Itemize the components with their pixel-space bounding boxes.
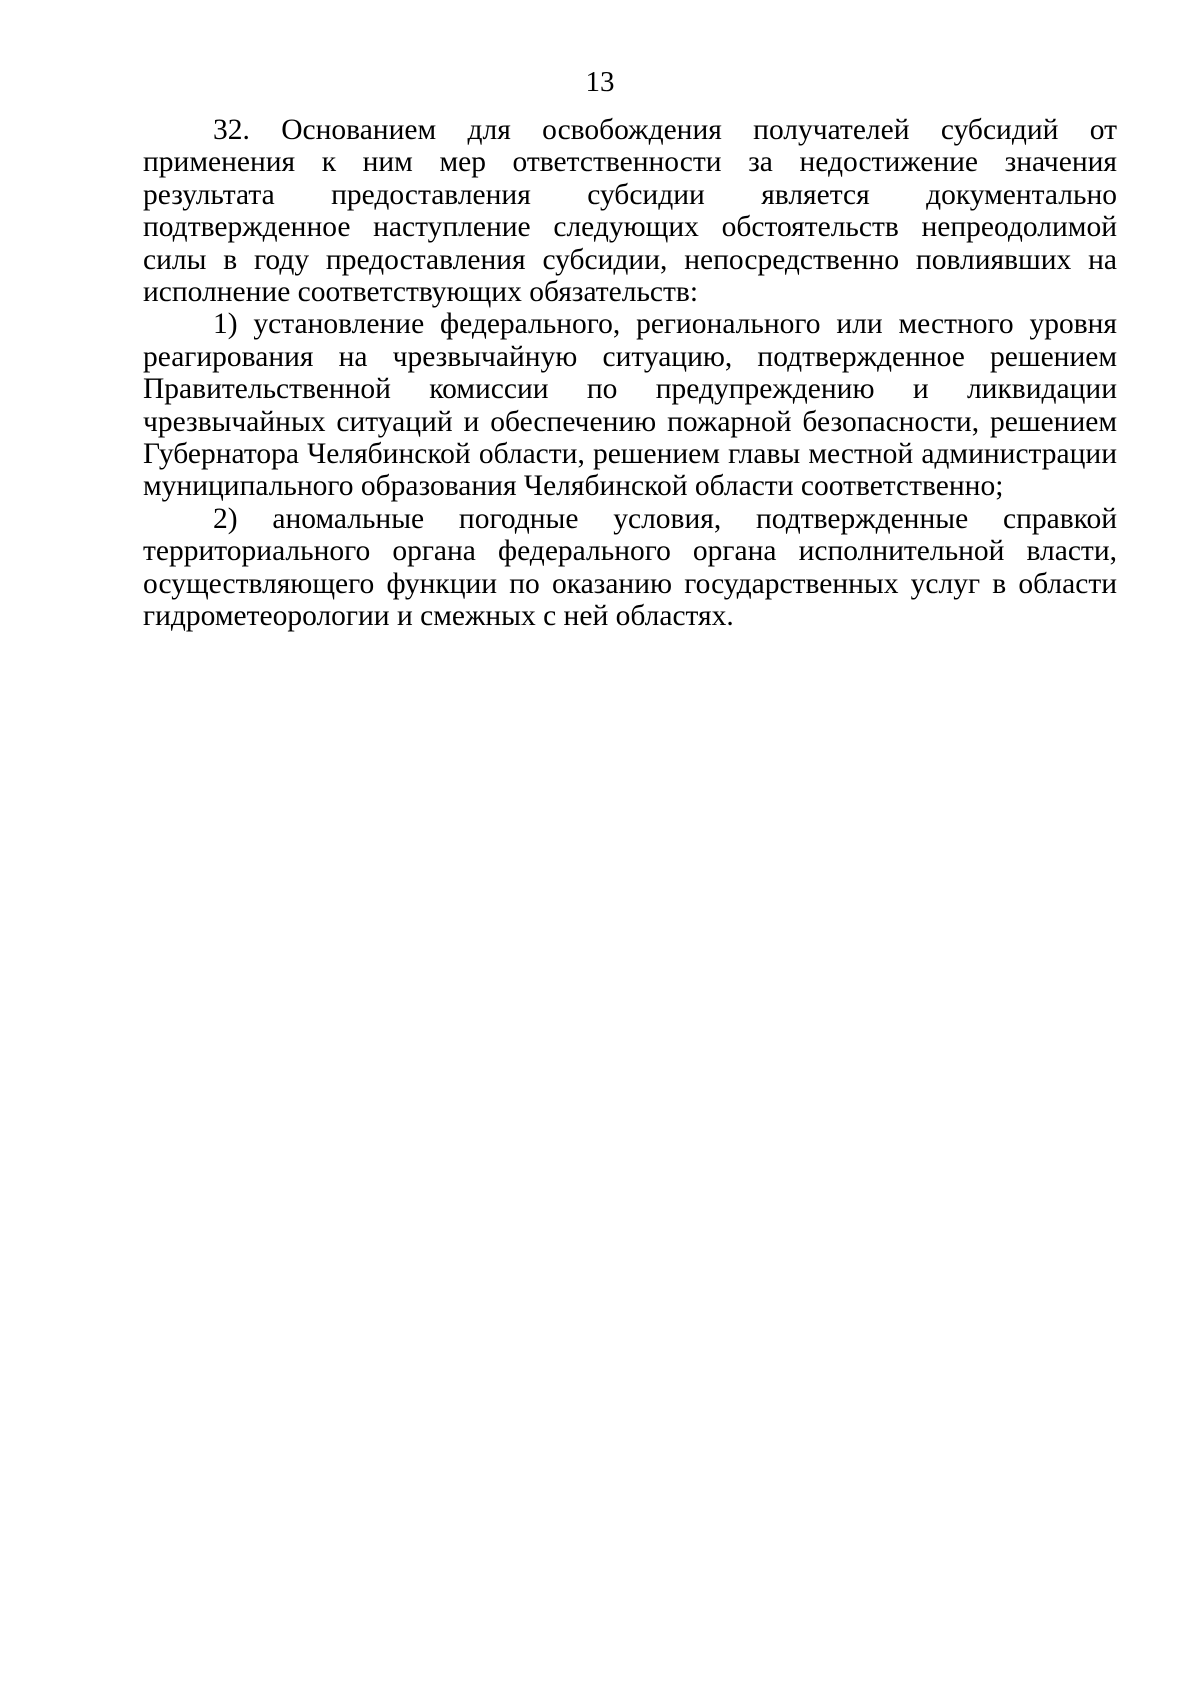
document-body [143,114,1117,633]
paragraph-item-2: 2) аномальные погодные условия, подтвержденные справкой территориального органа федерального органа исполнительной власти, осуществляющего функции по оказанию государственных услуг в области гидрометеорологии и смежных с ней областях. [143,502,1117,633]
paragraph-item-1: 1) установление федерального, регионального или местного уровня реагирования на чрезвычайную ситуацию, подтвержденное решением Правительственной комиссии по предупреждению и ликвидации чрезвычайных ситуаций и обеспечению пожарной безопасности, решением Губернатора Челябинской области, решением главы местной администрации муниципального образования Челябинской области соответственно; [143,308,1117,503]
page-number: 13 [585,66,615,98]
paragraph-32: 32. Основанием для освобождения получателей субсидий от применения к ним мер ответственности за недостижение значения результата предоставления субсидии является документально подтвержденное наступление следующих обстоятельств непреодолимой силы в году предоставления субсидии, непосредственно повлиявших на исполнение соответствующих обязательств: [143,114,1117,309]
